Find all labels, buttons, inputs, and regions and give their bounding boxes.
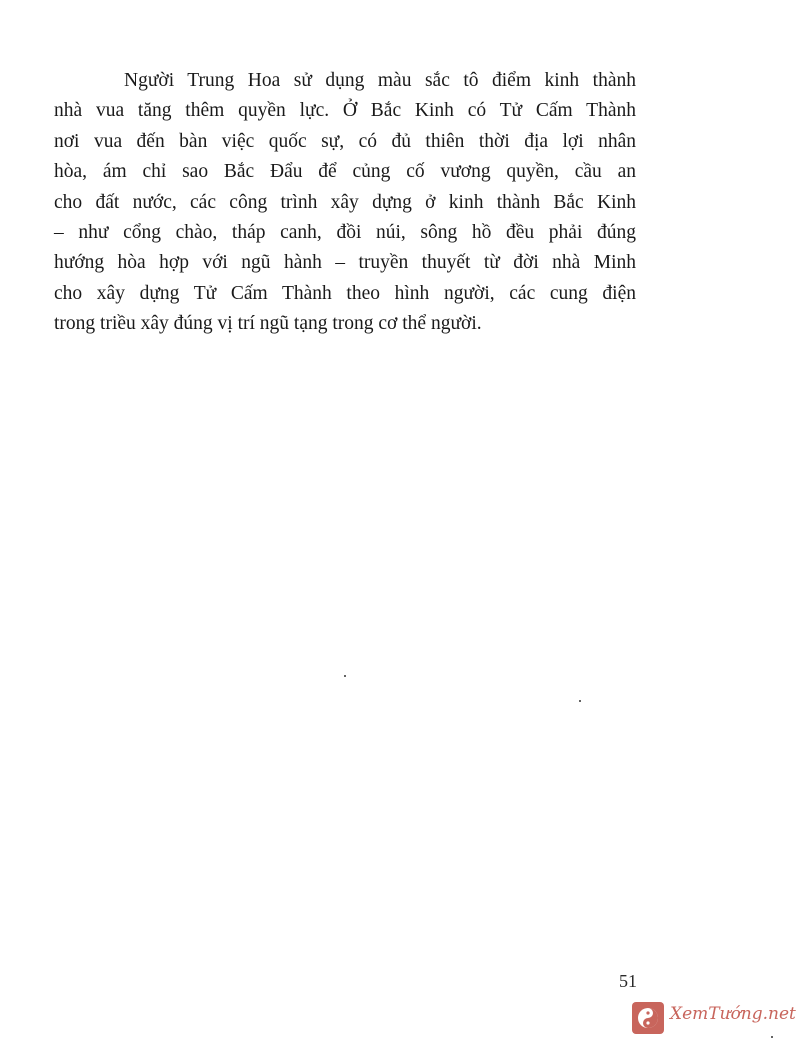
paragraph-line-1: Người Trung Hoa sử dụng màu sắc tô điểm kinh thành xyxy=(124,70,636,91)
yin-yang-icon xyxy=(637,1007,659,1029)
paragraph-line-7: hướng hòa hợp với ngũ hành – truyền thuyết từ đời nhà Minh xyxy=(54,252,636,274)
scan-speck xyxy=(344,675,346,677)
paragraph-line-8: cho xây dựng Tử Cấm Thành theo hình người, các cung điện xyxy=(54,282,636,304)
watermark-text: XemTướng.net xyxy=(670,1004,796,1024)
paragraph-line-2: nhà vua tăng thêm quyền lực. Ở Bắc Kinh có Tử Cấm Thành xyxy=(54,100,636,122)
scan-speck xyxy=(771,1036,773,1038)
scan-speck xyxy=(579,700,581,702)
paragraph-line-4: hòa, ám chỉ sao Bắc Đẩu để củng cố vương quyền, cầu an xyxy=(54,161,636,183)
paragraph-line-6: – như cổng chào, tháp canh, đồi núi, sông hồ đều phải đúng xyxy=(54,221,636,243)
site-watermark xyxy=(632,1002,796,1034)
paragraph-line-3: nơi vua đến bàn việc quốc sự, có đủ thiên thời địa lợi nhân xyxy=(54,130,636,152)
paragraph-line-9: trong triều xây đúng vị trí ngũ tạng trong cơ thể người. xyxy=(54,313,482,335)
body-paragraph xyxy=(54,66,636,340)
watermark-badge xyxy=(632,1002,664,1034)
paragraph-line-5: cho đất nước, các công trình xây dựng ở kinh thành Bắc Kinh xyxy=(54,191,636,213)
page-number: 51 xyxy=(619,971,637,991)
